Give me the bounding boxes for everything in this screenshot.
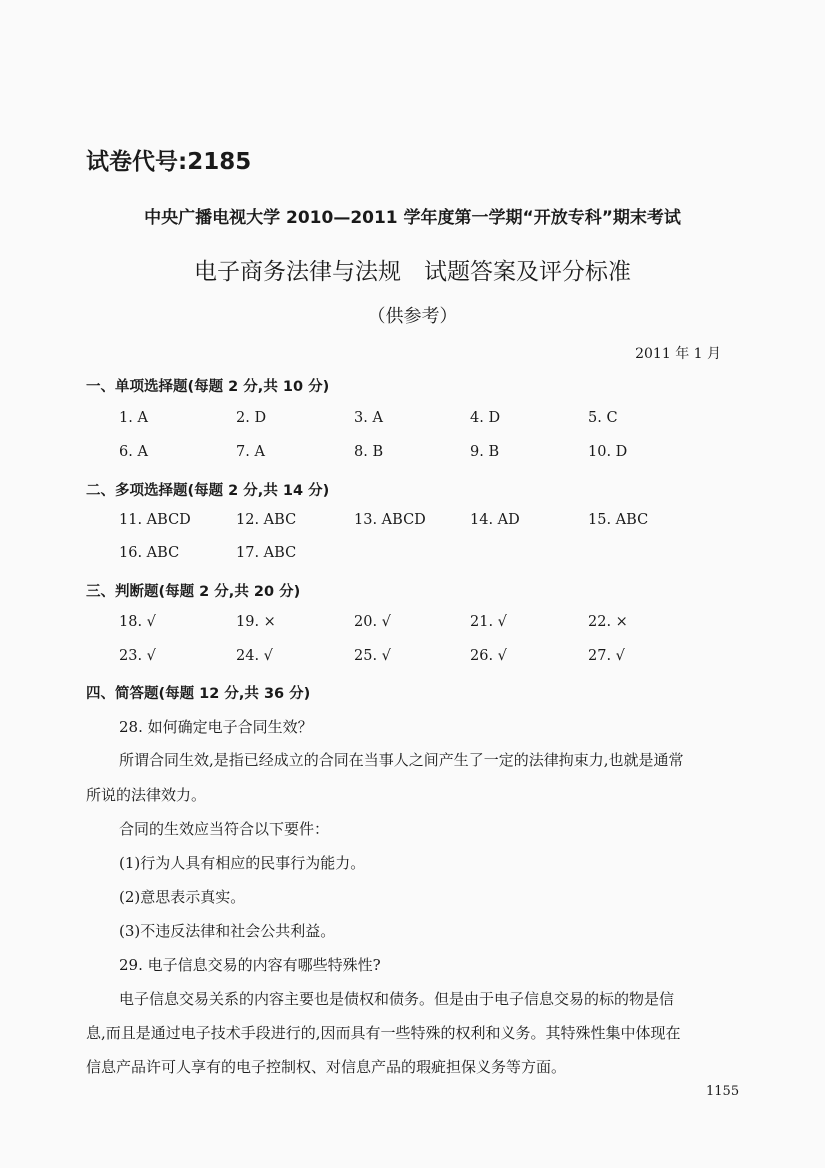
answer-28-paragraph-cont: 所说的法律效力。	[86, 786, 207, 804]
answer-28-item-1: (1)行为人具有相应的民事行为能力。	[119, 854, 366, 872]
section-heading-short-answer: 四、简答题(每题 12 分,共 36 分)	[86, 686, 311, 702]
answer-item: 24. √	[236, 648, 273, 664]
answer-item: 25. √	[354, 648, 391, 664]
reference-note: （供参考）	[367, 306, 458, 327]
answer-item: 8. B	[354, 444, 384, 460]
section-heading-true-false: 三、判断题(每题 2 分,共 20 分)	[86, 584, 301, 600]
answer-29-paragraph-end: 信息产品许可人享有的电子控制权、对信息产品的瑕疵担保义务等方面。	[86, 1058, 567, 1076]
answer-item: 23. √	[119, 648, 156, 664]
answer-item: 16. ABC	[119, 545, 180, 561]
answer-item: 12. ABC	[236, 512, 297, 528]
answer-29-paragraph: 电子信息交易关系的内容主要也是债权和债务。但是由于电子信息交易的标的物是信	[119, 990, 675, 1008]
answer-item: 3. A	[354, 410, 383, 426]
answer-28-item-3: (3)不违反法律和社会公共利益。	[119, 922, 336, 940]
answer-29-paragraph-cont: 息,而且是通过电子技术手段进行的,因而具有一些特殊的权利和义务。其特殊性集中体现在	[86, 1024, 681, 1042]
section-heading-single-choice: 一、单项选择题(每题 2 分,共 10 分)	[86, 379, 330, 395]
answer-item: 11. ABCD	[119, 512, 191, 528]
answer-item: 13. ABCD	[354, 512, 426, 528]
page-title: 电子商务法律与法规 试题答案及评分标准	[194, 259, 631, 285]
answer-28-intro: 合同的生效应当符合以下要件：	[119, 820, 330, 838]
page-number: 1155	[706, 1084, 740, 1099]
answer-item: 19. ×	[236, 614, 276, 630]
answer-28-item-2: (2)意思表示真实。	[119, 888, 246, 906]
answer-item: 27. √	[588, 648, 625, 664]
answer-item: 15. ABC	[588, 512, 649, 528]
answer-item: 7. A	[236, 444, 265, 460]
exam-code: 试卷代号:2185	[86, 149, 252, 175]
answer-item: 18. √	[119, 614, 156, 630]
question-29: 29. 电子信息交易的内容有哪些特殊性?	[119, 956, 381, 974]
answer-item: 5. C	[588, 410, 618, 426]
answer-item: 10. D	[588, 444, 628, 460]
answer-item: 6. A	[119, 444, 148, 460]
answer-item: 4. D	[470, 410, 501, 426]
answer-item: 26. √	[470, 648, 507, 664]
answer-item: 9. B	[470, 444, 500, 460]
answer-item: 14. AD	[470, 512, 520, 528]
answer-item: 22. ×	[588, 614, 628, 630]
answer-item: 20. √	[354, 614, 391, 630]
section-heading-multiple-choice: 二、多项选择题(每题 2 分,共 14 分)	[86, 483, 330, 499]
question-28: 28. 如何确定电子合同生效？	[119, 718, 313, 736]
answer-item: 21. √	[470, 614, 507, 630]
exam-date: 2011 年 1 月	[635, 346, 721, 362]
answer-item: 1. A	[119, 410, 148, 426]
school-line: 中央广播电视大学 2010—2011 学年度第一学期“开放专科”期末考试	[144, 208, 681, 228]
answer-28-paragraph: 所谓合同生效,是指已经成立的合同在当事人之间产生了一定的法律拘束力,也就是通常	[119, 751, 684, 769]
answer-item: 2. D	[236, 410, 267, 426]
answer-item: 17. ABC	[236, 545, 297, 561]
